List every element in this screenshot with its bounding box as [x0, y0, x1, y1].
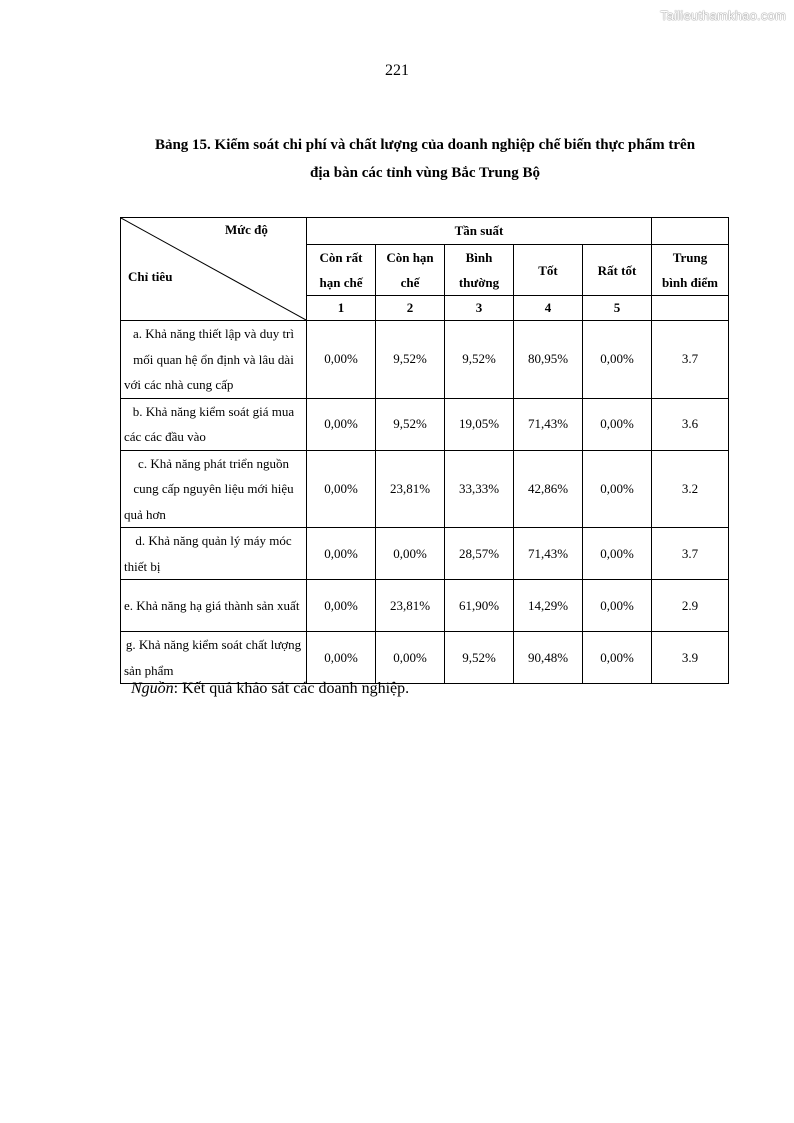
row-value: 9,52% [445, 632, 514, 684]
col-number-1: 1 [307, 296, 376, 321]
row-value: 19,05% [445, 398, 514, 450]
row-value: 0,00% [307, 632, 376, 684]
row-label: e. Khả năng hạ giá thành sản xuất [121, 580, 307, 632]
avg-header-line1: Trung [672, 250, 708, 265]
row-value: 0,00% [583, 398, 652, 450]
table-row [121, 321, 729, 399]
row-value: 9,52% [445, 321, 514, 399]
row-value: 23,81% [376, 580, 445, 632]
row-value: 0,00% [307, 398, 376, 450]
col-header-1-line1: Còn rất [319, 250, 363, 265]
row-average: 3.7 [652, 321, 729, 399]
row-value: 0,00% [583, 580, 652, 632]
col-number-5: 5 [583, 296, 652, 321]
row-value: 9,52% [376, 321, 445, 399]
row-value: 80,95% [514, 321, 583, 399]
row-value: 14,29% [514, 580, 583, 632]
data-table [120, 217, 729, 684]
row-value: 0,00% [583, 528, 652, 580]
row-value: 28,57% [445, 528, 514, 580]
row-value: 0,00% [307, 450, 376, 528]
row-value: 0,00% [583, 450, 652, 528]
row-value: 0,00% [583, 632, 652, 684]
table-row [121, 580, 729, 632]
corner-label-level: Mức độ [225, 222, 268, 237]
row-value: 0,00% [376, 632, 445, 684]
corner-label-indicator: Chỉ tiêu [128, 269, 173, 284]
table-row [121, 398, 729, 450]
avg-header-line2: bình điểm [662, 275, 718, 290]
row-average: 3.6 [652, 398, 729, 450]
header-row-1 [121, 218, 729, 245]
row-average: 3.7 [652, 528, 729, 580]
row-value: 42,86% [514, 450, 583, 528]
row-label: g. Khả năng kiểm soát chất lượng sản phẩm [121, 632, 307, 684]
watermark: Tailieuthamkhao.com [660, 8, 786, 23]
table-row [121, 450, 729, 528]
col-header-1-line2: hạn chế [319, 275, 363, 290]
col-header-4 [514, 245, 583, 296]
col-header-5-line1: Rất tốt [597, 262, 637, 278]
row-value: 90,48% [514, 632, 583, 684]
row-value: 0,00% [307, 528, 376, 580]
row-average: 2.9 [652, 580, 729, 632]
avg-header [652, 245, 729, 296]
col-header-2-line1: Còn hạn [386, 250, 434, 265]
row-average: 3.9 [652, 632, 729, 684]
col-header-2-line2: chế [400, 275, 420, 290]
row-value: 0,00% [307, 580, 376, 632]
col-number-2: 2 [376, 296, 445, 321]
col-header-5 [583, 245, 652, 296]
col-number-avg [652, 296, 729, 321]
row-average: 3.2 [652, 450, 729, 528]
source-text: : Kết quả khảo sát các doanh nghiệp. [173, 680, 410, 697]
col-header-3-line2: thường [458, 275, 500, 290]
caption-line-2: địa bàn các tỉnh vùng Bắc Trung Bộ [310, 165, 540, 181]
row-value: 0,00% [583, 321, 652, 399]
col-header-2 [376, 245, 445, 296]
empty-header-cell [652, 218, 729, 245]
col-number-4: 4 [514, 296, 583, 321]
row-value: 71,43% [514, 528, 583, 580]
source-label: Nguồn [131, 680, 174, 697]
col-header-3 [445, 245, 514, 296]
row-value: 9,52% [376, 398, 445, 450]
row-value: 0,00% [307, 321, 376, 399]
row-label: a. Khả năng thiết lập và duy trì mối quan hệ ổn định và lâu dài với các nhà cung cấp [121, 321, 307, 399]
col-header-4-line1: Tốt [538, 262, 558, 278]
table-row [121, 528, 729, 580]
row-value: 33,33% [445, 450, 514, 528]
row-value: 0,00% [376, 528, 445, 580]
col-header-3-line1: Bình [465, 250, 493, 265]
col-number-3: 3 [445, 296, 514, 321]
table-row [121, 632, 729, 684]
page-number: 221 [385, 62, 409, 79]
caption-line-1: Bảng 15. Kiểm soát chi phí và chất lượng của doanh nghiệp chế biến thực phẩm trên [154, 137, 696, 153]
table-caption [110, 131, 740, 187]
row-label: d. Khả năng quản lý máy móc thiết bị [121, 528, 307, 580]
row-value: 71,43% [514, 398, 583, 450]
row-value: 61,90% [445, 580, 514, 632]
row-label: c. Khả năng phát triển nguồn cung cấp nguyên liệu mới hiệu quả hơn [121, 450, 307, 528]
source-note [131, 680, 409, 698]
col-header-1 [307, 245, 376, 296]
corner-header-cell [121, 218, 307, 321]
row-label: b. Khả năng kiểm soát giá mua các các đầu vào [121, 398, 307, 450]
row-value: 23,81% [376, 450, 445, 528]
frequency-group-header: Tần suất [307, 218, 652, 245]
